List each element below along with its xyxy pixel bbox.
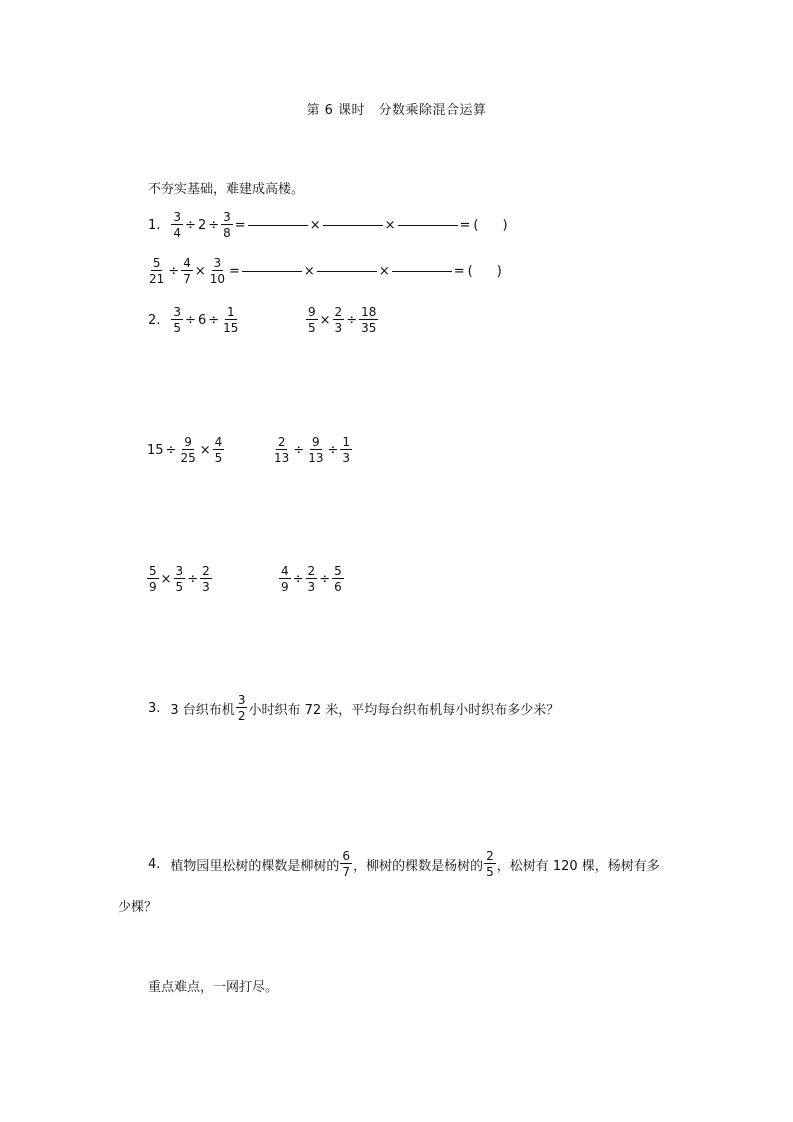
- answer-blank[interactable]: [392, 271, 452, 272]
- fraction: $\frac{9}{5}$: [308, 305, 316, 335]
- fraction: $\frac{2}{3}$: [334, 305, 343, 335]
- q2-expr-5: [146, 561, 213, 597]
- fraction: $\frac{3}{4}$: [173, 210, 182, 240]
- equals: =: [229, 263, 240, 279]
- question-number: 4.: [148, 856, 161, 872]
- operator: ×: [309, 217, 321, 233]
- fraction: $\frac{3}{10}$: [209, 256, 226, 286]
- operator: ×: [303, 263, 315, 279]
- fraction: $\frac{2}{3}$: [307, 564, 316, 594]
- operator: ÷: [187, 571, 199, 587]
- answer-blank[interactable]: [398, 225, 458, 226]
- operator: ÷: [293, 442, 305, 458]
- page-title: 第 6 课时 分数乘除混合运算: [306, 103, 487, 118]
- q2-expr-2: [305, 302, 379, 338]
- fraction: $\frac{5}{6}$: [334, 564, 342, 594]
- operator: ÷: [327, 442, 339, 458]
- q2-expr-6: [278, 561, 345, 597]
- operator: ×: [194, 263, 206, 279]
- operator: ×: [199, 442, 211, 458]
- fraction: $\frac{18}{35}$: [361, 305, 377, 335]
- integer: 6: [197, 312, 207, 328]
- fraction: $\frac{5}{21}$: [149, 256, 165, 286]
- answer-blank[interactable]: [242, 271, 302, 272]
- q1-line-1: [148, 208, 508, 242]
- equals: =: [234, 217, 246, 233]
- fraction: $\frac{2}{3}$: [202, 564, 210, 594]
- operator: ÷: [185, 217, 196, 233]
- question-text: 植物园里松树的棵数是柳树的: [170, 858, 340, 874]
- operator: ×: [160, 571, 172, 587]
- answer-paren[interactable]: ( ): [473, 217, 508, 233]
- fraction: $\frac{1}{3}$: [342, 435, 351, 465]
- question-number: 1.: [148, 217, 161, 233]
- fraction: $\frac{3}{5}$: [175, 564, 184, 594]
- equals: =: [459, 217, 471, 233]
- operator: ÷: [292, 571, 304, 587]
- question-text-continued: 少棵？: [118, 900, 158, 915]
- question-text: ，柳树的棵数是杨树的: [353, 858, 484, 874]
- fraction: $\frac{4}{5}$: [214, 435, 223, 465]
- q2-expr-4: [271, 432, 353, 468]
- answer-blank[interactable]: [248, 225, 308, 226]
- equals: =: [453, 263, 465, 279]
- operator: ÷: [168, 263, 180, 279]
- operator: ÷: [208, 312, 220, 328]
- fraction: $\frac{9}{25}$: [180, 435, 196, 465]
- answer-paren[interactable]: ( ): [467, 263, 502, 279]
- integer: 15: [147, 442, 164, 458]
- fraction: $\frac{5}{9}$: [149, 564, 157, 594]
- operator: ÷: [208, 217, 220, 233]
- fraction: $\frac{9}{13}$: [308, 435, 324, 465]
- operator: ÷: [165, 442, 177, 458]
- q3-word-problem: [148, 690, 559, 726]
- operator: ×: [378, 263, 390, 279]
- question-number: 2.: [148, 312, 161, 328]
- question-number: 3.: [148, 700, 161, 716]
- fraction: $\frac{4}{9}$: [281, 564, 289, 594]
- fraction: $\frac{3}{8}$: [223, 210, 231, 240]
- question-text: 小时织布 72 米，平均每台织布机每小时织布多少米？: [248, 702, 560, 718]
- fraction: $\frac{1}{15}$: [223, 305, 239, 335]
- fraction: $\frac{2}{13}$: [274, 435, 290, 465]
- q2-expr-3: [146, 432, 225, 468]
- operator: ×: [319, 312, 331, 328]
- fraction: $\frac{2}{5}$: [486, 849, 494, 879]
- section-heading-basics: 不夯实基础，难建成高楼。: [148, 182, 305, 197]
- operator: ÷: [185, 312, 196, 328]
- q2-expr-1: [148, 302, 241, 338]
- fraction: $\frac{6}{7}$: [342, 849, 351, 879]
- fraction: $\frac{3}{5}$: [173, 305, 182, 335]
- q4-word-problem: [148, 846, 660, 882]
- question-text: 3 台织布机: [170, 702, 235, 718]
- section-heading-key-points: 重点难点，一网打尽。: [148, 980, 279, 995]
- answer-blank[interactable]: [323, 225, 383, 226]
- integer: 2: [197, 217, 207, 233]
- operator: ÷: [319, 571, 331, 587]
- operator: ×: [384, 217, 396, 233]
- operator: ÷: [346, 312, 358, 328]
- fraction: $\frac{4}{7}$: [183, 256, 191, 286]
- question-text: ，松树有 120 棵，杨树有多: [496, 858, 660, 874]
- q1-line-2: [146, 254, 502, 288]
- fraction: $\frac{3}{2}$: [237, 693, 246, 723]
- answer-blank[interactable]: [317, 271, 377, 272]
